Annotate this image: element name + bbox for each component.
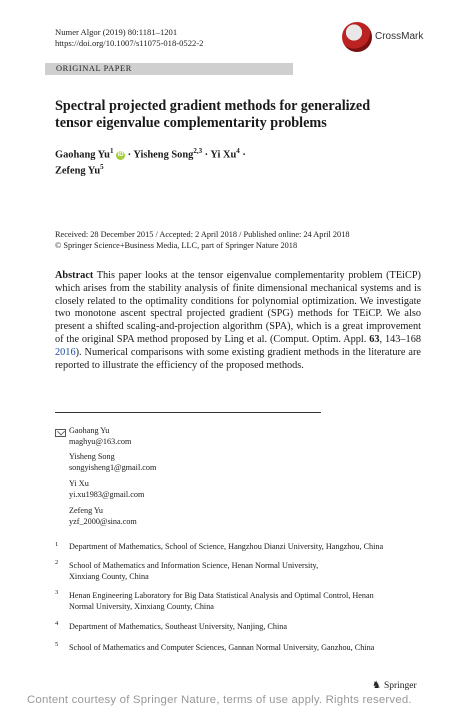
affiliation-number: 1 [55,541,59,548]
affiliation-line: Normal University, Xinxiang County, China [69,601,214,611]
author-separator: · [239,149,246,161]
author-name[interactable]: Yisheng Song [133,149,194,161]
author-name[interactable]: Zefeng Yu [55,165,101,177]
crossmark-label: CrossMark [375,31,424,42]
abstract-label: Abstract [55,270,94,281]
affiliation-line: Department of Mathematics, School of Science, Hangzhou Dianzi University, Hangzhou, China [69,542,384,551]
contact-email[interactable]: yi.xu1983@gmail.com [69,489,145,499]
contact-email[interactable]: yzf_2000@sina.com [69,516,137,526]
envelope-icon [55,429,66,437]
affiliation [69,643,399,654]
contact-name: Yi Xu [69,479,89,488]
affiliation [69,561,399,582]
abstract-volume: 63 [369,333,380,345]
section-label-bar [45,63,293,75]
contact-block [69,506,137,527]
contact-name: Yisheng Song [69,452,115,461]
journal-citation: Numer Algor (2019) 80:1181–1201 [55,27,178,37]
doi-link[interactable]: https://doi.org/10.1007/s11075-018-0522-2 [55,38,204,48]
author-name[interactable]: Yi Xu [210,149,237,161]
crossmark-badge[interactable] [342,22,452,54]
contact-email[interactable]: maghyu@163.com [69,436,132,446]
author-affil-sup: 4 [236,147,240,155]
author-separator: · [202,149,211,161]
affiliation-number: 4 [55,620,59,627]
title-line-2: tensor eigenvalue complementarity problems [55,115,327,131]
affiliation [69,542,399,553]
orcid-icon[interactable]: iD [117,152,124,159]
contact-block [69,479,144,500]
affiliation-line: School of Mathematics and Computer Sciences, Gannan Normal University, Ganzhou, China [69,643,375,652]
author-affil-sup: 1 [109,147,114,155]
abstract-text: , 143–168 [379,333,422,345]
received-dates: Received: 28 December 2015 / Accepted: 2 April 2018 / Published online: 24 April 2018 [55,230,350,239]
contact-block [69,426,131,447]
affiliation-number: 5 [55,641,59,648]
springer-horse-icon: ♞ [372,680,381,691]
author-affil-sup: 5 [100,163,104,172]
author-affil-sup: 2,3 [193,147,203,155]
contact-name: Gaohang Yu [69,426,110,435]
citation-year-link[interactable]: 2016 [55,346,76,358]
affiliation-line: Henan Engineering Laboratory for Big Data Statistical Analysis and Optimal Control, Henan [69,591,374,600]
copyright-notice: © Springer Science+Business Media, LLC, part of Springer Nature 2018 [55,241,298,250]
paper-title [55,98,435,132]
affiliation-line: School of Mathematics and Information Science, Henan Normal University, [69,561,319,570]
affiliation [69,591,399,612]
publisher-name: Springer [383,681,417,691]
affiliation-number: 3 [55,589,59,596]
crossmark-icon [342,22,372,52]
courtesy-notice: Content courtesy of Springer Nature, terms of use apply. Rights reserved. [27,694,412,706]
author-name[interactable]: Gaohang Yu [55,149,110,161]
author-separator: · [125,149,134,161]
affiliation-line: Xinxiang County, China [69,571,149,581]
author-list [55,145,435,178]
contact-email[interactable]: songyisheng1@gmail.com [69,462,157,472]
affiliation [69,622,399,633]
title-line-1: Spectral projected gradient methods for generalized [55,98,371,114]
abstract-text: ). Numerical comparisons with some existing gradient methods in the literature are reported to illustrate the efficiency of the proposed methods. [55,346,421,371]
section-label: ORIGINAL PAPER [56,64,132,73]
abstract [55,270,421,372]
abstract-text: This paper looks at the tensor eigenvalue complementarity problem (TEiCP) which arises from the stability analysis of finite dimensional mechanical systems and is closely related to the optimality conditions for polynomial optimization. We investigate two monotone ascent spectral projected gradient (SPG) methods for TEiCP. We also present a shifted scaling-and-projection algorithm (SPA), which is a great improvement of the original SPA method proposed by Ling et al. (Comput. Optim. Appl. [55,270,421,345]
footnote-divider [55,412,321,413]
affiliation-line: Department of Mathematics, Southeast University, Nanjing, China [69,622,287,631]
contact-name: Zefeng Yu [69,506,104,515]
publication-history [55,229,455,251]
affiliation-number: 2 [55,559,59,566]
contact-block [69,452,156,473]
publisher-mark [372,680,417,691]
